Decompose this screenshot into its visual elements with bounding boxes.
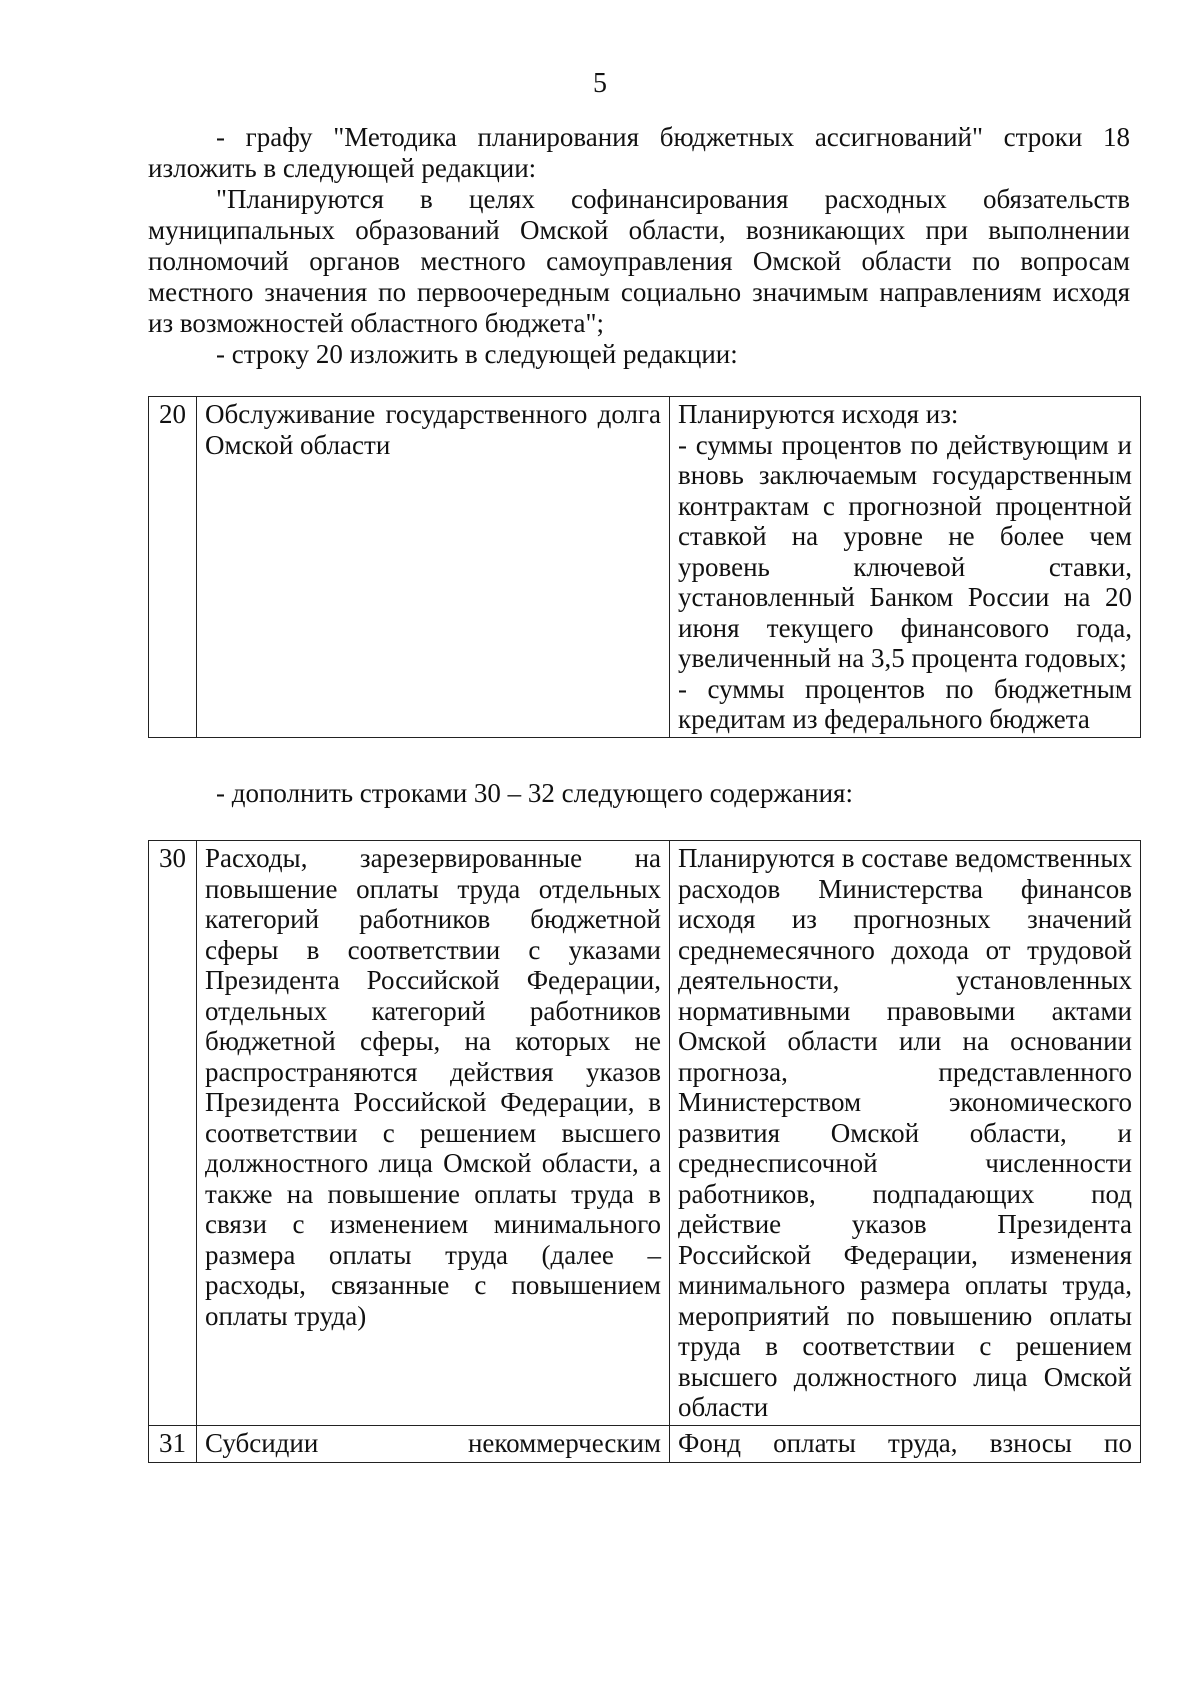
row-name-text: Субсидии некоммерческим	[205, 1427, 661, 1458]
paragraph-add-rows-30-32: - дополнить строками 30 – 32 следующего содержания:	[216, 778, 853, 808]
page-number: 5	[593, 68, 607, 99]
paragraph-quoted-wording: "Планируются в целях софинансирования расходных обязательств муниципальных образований Омской области, возникающих при выполнении полномочий органов местного самоуправления Омской области по вопросам местного значения по первоочередным социально значимым направлениям исходя из возможностей областного бюджета";	[148, 184, 1130, 338]
table-row	[149, 841, 1141, 1426]
row-name	[197, 1425, 670, 1462]
row-number: 30	[149, 841, 197, 1426]
row-number: 20	[149, 397, 197, 738]
table-row	[149, 397, 1141, 738]
paragraph-amend-row-20: - строку 20 изложить в следующей редакции:	[216, 339, 738, 369]
row-name: Обслуживание государственного долга Омской области	[197, 397, 670, 738]
row-method	[670, 1425, 1141, 1462]
table-rows-30-32	[148, 840, 1141, 1463]
row-method-text: Фонд оплаты труда, взносы по	[678, 1427, 1132, 1458]
paragraph-amend-column-18: - графу "Методика планирования бюджетных ассигнований" строки 18 изложить в следующей редакции:	[148, 122, 1130, 183]
row-name: Расходы, зарезервированные на повышение оплаты труда отдельных категорий работников бюджетной сферы в соответствии с указами Президента Российской Федерации, отдельных категорий работников бюджетной сферы, на которых не распространяются действия указов Президента Российской Федерации, в соответствии с решением высшего должностного лица Омской области, а также на повышение оплаты труда в связи с изменением минимального размера оплаты труда (далее – расходы, связанные с повышением оплаты труда)	[197, 841, 670, 1426]
row-method: Планируются в составе ведомственных расходов Министерства финансов исходя из прогнозных значений среднемесячного дохода от трудовой деятельности, установленных нормативными правовыми актами Омской области или на основании прогноза, представленного Министерством экономического развития Омской области, и среднесписочной численности работников, подпадающих под действие указов Президента Российской Федерации, изменения минимального размера оплаты труда, мероприятий по повышению оплаты труда в соответствии с решением высшего должностного лица Омской области	[670, 841, 1141, 1426]
table-row-20	[148, 396, 1141, 738]
table-row	[149, 1425, 1141, 1462]
row-number: 31	[149, 1425, 197, 1462]
row-method: Планируются исходя из: - суммы процентов по действующим и вновь заключаемым государственным контрактам с прогнозной процентной ставкой на уровне не более чем уровень ключевой ставки, установленный Банком России на 20 июня текущего финансового года, увеличенный на 3,5 процента годовых; - суммы процентов по бюджетным кредитам из федерального бюджета	[670, 397, 1141, 738]
